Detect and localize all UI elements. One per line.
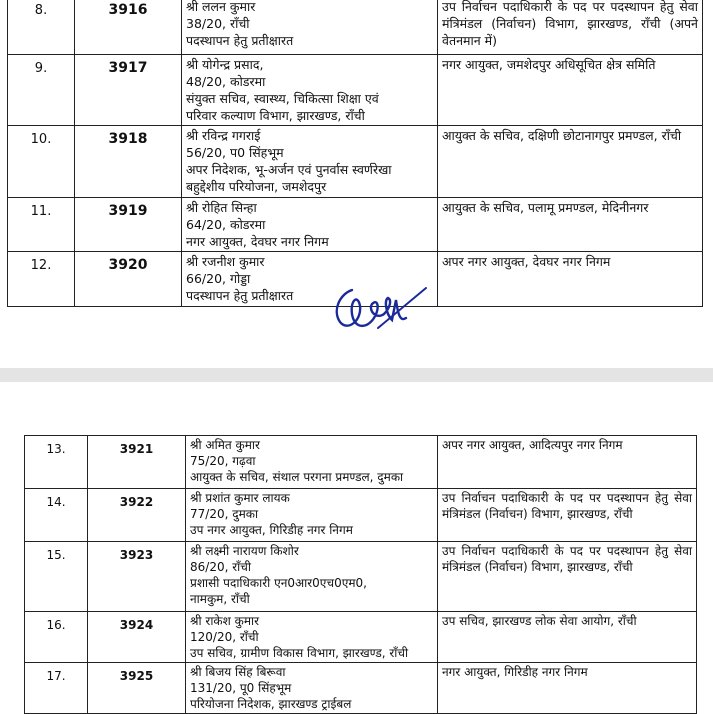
officer-detail-line: श्री रजनीश कुमार	[186, 254, 265, 269]
officer-code: 3916	[75, 0, 182, 55]
officer-code: 3924	[88, 612, 186, 663]
table-row	[25, 612, 697, 663]
officer-detail-line: 48/20, कोडरमा	[186, 74, 266, 89]
serial-number: 9.	[8, 55, 75, 126]
signature	[322, 270, 432, 340]
officer-code: 3922	[88, 489, 186, 542]
officer-detail-line: 77/20, दुमका	[190, 507, 259, 521]
serial-number: 13.	[25, 436, 88, 489]
officer-code: 3925	[88, 663, 186, 714]
officer-code: 3923	[88, 542, 186, 612]
officer-detail-line: नगर आयुक्त, देवघर नगर निगम	[186, 234, 329, 249]
officer-detail-line: श्री बिजय सिंह बिरूवा	[190, 665, 286, 679]
table-row	[25, 489, 697, 542]
officer-detail-line: श्री ललन कुमार	[186, 0, 256, 14]
officer-detail-line: आयुक्त के सचिव, संथाल परगना प्रमण्डल, दुमका	[190, 470, 404, 484]
posting-table-1	[7, 0, 703, 307]
officer-detail-line: 75/20, गढ़वा	[190, 454, 256, 468]
new-posting: आयुक्त के सचिव, पलामू प्रमण्डल, मेदिनीनगर	[438, 198, 703, 252]
new-posting: आयुक्त के सचिव, दक्षिणी छोटानागपुर प्रमण्डल, राँची	[438, 126, 703, 198]
officer-detail-line: श्री योगेन्द्र प्रसाद,	[186, 57, 264, 72]
new-posting: उप सचिव, झारखण्ड लोक सेवा आयोग, राँची	[438, 612, 697, 663]
serial-number: 8.	[8, 0, 75, 55]
table-row	[8, 55, 703, 126]
officer-details	[186, 612, 438, 663]
new-posting: नगर आयुक्त, गिरिडीह नगर निगम	[438, 663, 697, 714]
officer-detail-line: संयुक्त सचिव, स्वास्थ्य, चिकित्सा शिक्षा एवं	[186, 91, 379, 106]
officer-code: 3920	[75, 252, 182, 307]
officer-detail-line: प्रशासी पदाधिकारी एन0आर0एच0एम0,	[190, 576, 367, 590]
officer-detail-line: उप नगर आयुक्त, गिरिडीह नगर निगम	[190, 523, 353, 537]
officer-details	[182, 55, 438, 126]
new-posting: उप निर्वाचन पदाधिकारी के पद पर पदस्थापन हेतु सेवा मंत्रिमंडल (निर्वाचन) विभाग, झारखण्ड, राँची	[438, 542, 697, 612]
officer-code: 3917	[75, 55, 182, 126]
officer-detail-line: 86/20, राँची	[190, 560, 251, 574]
serial-number: 10.	[8, 126, 75, 198]
new-posting: अपर नगर आयुक्त, देवघर नगर निगम	[438, 252, 703, 307]
officer-detail-line: 131/20, पू0 सिंहभूम	[190, 681, 292, 695]
officer-detail-line: श्री अमित कुमार	[190, 438, 260, 452]
serial-number: 14.	[25, 489, 88, 542]
officer-details	[186, 542, 438, 612]
table-row	[8, 198, 703, 252]
officer-detail-line: उप सचिव, ग्रामीण विकास विभाग, झारखण्ड, राँची	[190, 646, 409, 660]
table-row	[25, 436, 697, 489]
officer-detail-line: 120/20, राँची	[190, 630, 259, 644]
officer-details	[186, 489, 438, 542]
officer-code: 3919	[75, 198, 182, 252]
officer-detail-line: नामकुम, राँची	[190, 592, 250, 606]
page-separator	[0, 368, 713, 382]
officer-detail-line: श्री लक्ष्मी नारायण किशोर	[190, 544, 299, 558]
officer-detail-line: 38/20, राँची	[186, 16, 250, 31]
officer-detail-line: पदस्थापन हेतु प्रतीक्षारत	[186, 33, 294, 48]
officer-detail-line: पदस्थापन हेतु प्रतीक्षारत	[186, 288, 294, 303]
serial-number: 17.	[25, 663, 88, 714]
new-posting: उप निर्वाचन पदाधिकारी के पद पर पदस्थापन हेतु सेवा मंत्रिमंडल (निर्वाचन) विभाग, झारखण्ड, राँची	[438, 489, 697, 542]
officer-detail-line: परियोजना निदेशक, झारखण्ड ट्राईबल	[190, 697, 352, 711]
officer-detail-line: श्री प्रशांत कुमार लायक	[190, 491, 290, 505]
officer-code: 3921	[88, 436, 186, 489]
new-posting: अपर नगर आयुक्त, आदित्यपुर नगर निगम	[438, 436, 697, 489]
table-row	[25, 542, 697, 612]
officer-detail-line: श्री रविन्द्र गगराई	[186, 128, 261, 143]
serial-number: 12.	[8, 252, 75, 307]
new-posting: नगर आयुक्त, जमशेदपुर अधिसूचित क्षेत्र समिति	[438, 55, 703, 126]
table-row	[8, 0, 703, 55]
officer-detail-line: 66/20, गोड्डा	[186, 271, 251, 286]
serial-number: 15.	[25, 542, 88, 612]
officer-detail-line: श्री राकेश कुमार	[190, 614, 260, 628]
officer-detail-line: 64/20, कोडरमा	[186, 217, 266, 232]
officer-detail-line: अपर निदेशक, भू-अर्जन एवं पुनर्वास स्वर्णरेखा	[186, 162, 392, 177]
document-page-2	[0, 382, 713, 711]
officer-detail-line: बहुद्देशीय परियोजना, जमशेदपुर	[186, 179, 327, 194]
table-row	[8, 126, 703, 198]
officer-details	[182, 0, 438, 55]
officer-details	[182, 198, 438, 252]
serial-number: 16.	[25, 612, 88, 663]
officer-detail-line: 56/20, प0 सिंहभूम	[186, 145, 284, 160]
officer-details	[182, 126, 438, 198]
new-posting: उप निर्वाचन पदाधिकारी के पद पर पदस्थापन हेतु सेवा मंत्रिमंडल (निर्वाचन) विभाग, झारखण्ड, राँची (अपने वेतनमान में)	[438, 0, 703, 55]
serial-number: 11.	[8, 198, 75, 252]
officer-detail-line: श्री रोहित सिन्हा	[186, 200, 257, 215]
posting-table-2	[24, 435, 697, 714]
officer-details	[186, 436, 438, 489]
officer-code: 3918	[75, 126, 182, 198]
officer-detail-line: परिवार कल्याण विभाग, झारखण्ड, राँची	[186, 108, 365, 123]
